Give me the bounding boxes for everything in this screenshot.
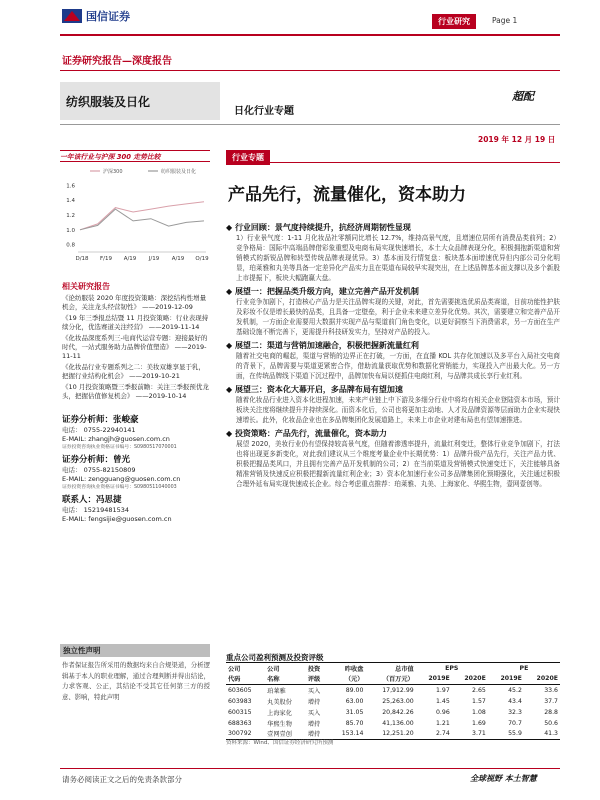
series-line	[80, 209, 204, 230]
topic-title: 日化行业专题	[234, 106, 294, 117]
table-cell: 89.00	[345, 686, 364, 694]
legend-label: 沪深300	[103, 169, 123, 175]
y-tick-label: 1.2	[66, 213, 75, 219]
table-cell: 1.57	[472, 697, 486, 705]
table-header-cell: 2020E	[464, 675, 486, 683]
analyst-phone: 电话： 0755-82150809	[62, 466, 136, 474]
table-cell: 买入	[307, 687, 321, 695]
analyst-cert: 证券投资咨询执业资格证书编号：S0980511040003	[62, 485, 177, 490]
point-body: 展望 2020，美妆行业仍有望保持较高景气度，但随着渗透率提升，流量红利变迁，整体行业竞争加剧下，打法也将出现更多新变化，对此我们建议从三个维度考量企业中长期优势：1）品牌升级产品先行，关注产品力优、积极把握品类风口，并且拥有完善产品开发机制的公司；2）在当前渠道及营销模式快速变迁下，关注能够具备精准营销及快速反应积极把握新流量红利企业；3）资本化加速行业公司多品牌集团化预期强化，关注通过积极合理外延布局实现快速成长企业。综合考虑重点推荐：珀莱雅、丸美、上海家化、华熙生物，壹网壹创等。	[236, 440, 560, 488]
section-tag-rule	[226, 162, 560, 163]
report-type-rule	[60, 70, 560, 71]
section-tag: 行业专题	[226, 150, 270, 165]
x-tick-label: A/19	[123, 256, 137, 262]
table-cell: 603605	[228, 686, 252, 694]
table-cell: 买入	[307, 709, 321, 717]
table-cell: 41.3	[544, 730, 558, 738]
point-body: 随着化妆品行业进入资本化进程加速，未来产业链上中下游及多细分行业中将均有相关企业登陆资本市场，预计板块关注度将继续提升并持续深化。而资本化后，公司也将更加主动地、人才及品牌资源等层面助力企业实现快速增长。此外，化妆品企业也在多品牌集团化发展道路上，未来上市企业对建布局也有望加速推进。	[236, 396, 560, 424]
table-header-cell: 昨收盘	[344, 665, 364, 673]
table-cell: 600315	[228, 708, 252, 716]
x-tick-label: A/19	[171, 256, 185, 262]
trend-chart	[60, 166, 210, 264]
table-header-cell: 2019E	[500, 675, 522, 683]
table-cell: 1.21	[435, 719, 450, 727]
legend-label: 纺织服装及日化	[161, 169, 197, 175]
table-cell: 37.7	[544, 697, 558, 705]
related-item[interactable]: 《论纺服装 2020 年度投资策略：深挖结构性增量机会，关注龙头经营韧性》 ——2019-12-09	[62, 294, 207, 311]
table-cell: 50.6	[544, 719, 558, 727]
analyst-name: 证券分析师：张峻豪	[62, 415, 139, 425]
headline: 产品先行，流量催化，资本助力	[228, 185, 466, 205]
analyst-email[interactable]: E-MAIL: zengguang@guosen.com.cn	[62, 475, 181, 483]
footer-rule	[60, 768, 560, 769]
table-header-row	[226, 674, 560, 685]
bullet-icon: ◆	[226, 223, 235, 232]
footer-right: 全球视野 本土智慧	[470, 774, 537, 783]
table-cell: 43.4	[508, 697, 522, 705]
disclaimer-header	[60, 644, 210, 657]
table-cell: 2.74	[435, 730, 450, 738]
table-cell: 增持	[307, 698, 321, 706]
table-cell: 0.96	[435, 708, 450, 716]
point-block	[226, 428, 560, 489]
table-row	[226, 707, 560, 718]
analyst-block	[62, 414, 212, 524]
related-title: 相关研究报告	[62, 282, 110, 291]
table-cell: 33.6	[544, 686, 558, 694]
table-cell: 上海家化	[267, 709, 292, 717]
contact-phone: 电话： 15219481534	[62, 506, 130, 514]
table-header-cell: 代码	[228, 676, 241, 684]
table-cell: 3.71	[472, 730, 486, 738]
related-item[interactable]: 《10 月投资策略暨三季报前瞻：关注三季报预优龙头，把握估值修复机会》 ——2019-10-14	[62, 383, 209, 400]
table-cell: 603983	[228, 697, 252, 705]
contact-email[interactable]: E-MAIL: fengsijie@guosen.com.cn	[62, 515, 172, 523]
related-item[interactable]: 《化妆品深度系列三-电商代运营专题：迎接最好的时代，一站式服务助力品牌价值塑造》 ——2019-11-11	[62, 334, 208, 360]
table-cell: 41,136.00	[382, 719, 414, 727]
bullet-icon: ◆	[226, 287, 235, 296]
table-cell: 壹网壹创	[267, 731, 292, 739]
contact-name: 联系人：冯思捷	[62, 495, 122, 505]
table-cell: 28.8	[544, 708, 558, 716]
sector-title: 纺织服装及日化	[66, 95, 151, 109]
bullet-icon: ◆	[226, 429, 235, 438]
table-header-cell: 2020E	[536, 675, 558, 683]
x-tick-label: D/18	[75, 256, 89, 262]
table-cell: 2.65	[472, 686, 486, 694]
y-tick-label: 0.8	[66, 242, 75, 249]
point-block	[226, 384, 560, 425]
chart-title-bar	[60, 150, 210, 162]
table-source: 资料来源：Wind、国信证券经济研究所预测	[226, 740, 334, 746]
table-cell: 华熙生物	[267, 720, 292, 728]
table-title: 重点公司盈利预测及投资评级	[226, 653, 324, 662]
table-header-cell: 投资	[307, 665, 321, 673]
table-cell: 688363	[228, 719, 252, 727]
table-cell: 1.69	[472, 719, 486, 727]
table-header-cell: PE	[519, 664, 529, 672]
bullet-icon: ◆	[226, 385, 235, 394]
table-header-cell: 总市值	[395, 665, 414, 673]
table-cell: 70.7	[508, 719, 522, 727]
footer-left: 请务必阅读正文之后的免责条款部分	[62, 775, 182, 784]
point-block	[226, 340, 560, 381]
x-tick-label: J/19	[148, 256, 160, 262]
table-row	[226, 696, 560, 707]
report-date: 2019 年 12 月 19 日	[478, 135, 556, 144]
header-tab: 行业研究	[432, 14, 476, 29]
page-number: Page 1	[492, 16, 518, 25]
table-cell: 珀莱雅	[267, 687, 286, 695]
point-body: 行业竞争加剧下，打造核心产品力是关注品牌实现的关键，对此，首先需要挑选优质品类赛道，目前功能性护肤及彩妆不仅是增长最快的品类，且具备一定壁垒，利于企业未来建立差异化优势。其次，需要建立和完善产品开发机制，一方面企业需要用大数据并实现产品与渠道前门角色变化，以更好洞察当下消费需求，另一方面在生产基础设施不断完善下，更需提升科技研发实力，坚持对产品的投入。	[236, 298, 560, 336]
table-row	[226, 718, 560, 729]
table-cell: 300792	[228, 730, 252, 738]
related-item[interactable]: 《19 年三季报总结暨 11 月投资策略：行业表现持续分化，优选赛道关注经营》 ——2019-11-14	[62, 314, 209, 331]
table-header-cell: 公司	[228, 665, 241, 673]
disclaimer-text: 作者保证报告所采用的数据均来自合规渠道，分析逻辑基于本人的职业理解，通过合理判断并得出结论，力求客观、公正，其结论不受其它任何第三方的授意、影响，特此声明	[62, 661, 210, 701]
table-cell: 31.05	[345, 708, 364, 716]
sector-rule	[60, 124, 560, 125]
x-tick-label: F/19	[99, 256, 113, 262]
table-cell: 20,842.26	[382, 708, 414, 716]
point-heading: ◆ 展望二：渠道与营销加速融合，积极把握新流量红利	[226, 341, 419, 350]
table-header-cell: （百万元）	[382, 676, 414, 684]
table-cell: 17,912.99	[382, 686, 414, 694]
point-heading: ◆ 展望一：把握品类升级方向，建立完善产品开发机制	[226, 287, 419, 296]
table-cell: 增持	[307, 720, 321, 728]
table-header-cell: 2019E	[428, 675, 450, 683]
table-cell: 45.2	[508, 686, 522, 694]
point-body: 随着社交电商的崛起，渠道与营销的边界正在打破，一方面，在直播 KOL 共存化加速以及多平台入局社交电商的背景下，品牌需要与渠道更紧密合作，借助流量获取优势和数据化营销能力，实现投入产出最大化。另一方面，在传统品牌线下渠道下沉过程中，品牌加快布局以便抓住电商红利，与品牌共成长享行业红利。	[236, 352, 560, 380]
disclaimer-title: 独立性声明	[63, 646, 101, 655]
related-item[interactable]: 《化妆品行业专题系列之二：美妆双雄享显于乳，把握行业结构化机会》 ——2019-10-21	[62, 363, 205, 380]
points-container	[226, 222, 560, 489]
table-cell: 1.97	[435, 686, 450, 694]
analyst-cert: 证券投资咨询执业资格证书编号：S0980517070001	[62, 445, 177, 450]
point-body: 1）行业景气度：1-11 月化妆品社零额同比增长 12.7%，维持高景气度，且增速位居所有消费品类前列；2）竞争格局：国际中高端品牌借彩象重塑及电商布局实现快速增长，本土大众品牌表现分化，积极拥抱新渠道和营销模式的新锐品牌和转型传统品牌表现优异。3）基本面及行情复盘：板块基本面增速优异但内部公司分化明显，珀莱雅和丸美等具备一定差异化产品实力且在渠道布局较早实现突出，在上述品牌基本面支撑以及多个新股上市提振下，板块大幅跑赢大盘。	[236, 234, 560, 282]
table-header-row	[226, 663, 560, 674]
header-rule	[60, 34, 560, 36]
y-tick-label: 1.0	[66, 227, 75, 234]
logo	[62, 8, 130, 24]
table-cell: 32.3	[508, 708, 522, 716]
table-cell: 85.70	[345, 719, 364, 727]
table-cell: 63.00	[345, 697, 364, 705]
analyst-name: 证券分析师：曾光	[62, 455, 131, 465]
table-header-cell: 名称	[267, 676, 280, 684]
point-block	[226, 222, 560, 283]
table-header-cell: 评级	[307, 676, 321, 684]
table-cell: 1.45	[435, 697, 450, 705]
table-cell: 丸美股份	[267, 698, 292, 706]
analyst-phone: 电话： 0755-22940141	[62, 426, 136, 434]
analyst-email[interactable]: E-MAIL: zhangjh@guosen.com.cn	[62, 435, 170, 443]
logo-text: 国信证券	[86, 10, 130, 23]
table-header-cell: EPS	[445, 664, 459, 672]
forecast-table	[226, 662, 560, 740]
series-line	[80, 202, 204, 230]
table-cell: 153.14	[341, 730, 364, 738]
point-heading: ◆ 行业回顾：景气度持续提升，抗经济周期韧性显现	[226, 223, 411, 232]
rating: 超配	[512, 90, 534, 103]
point-heading: ◆ 展望三：资本化大幕开启，多品牌布局有望加速	[226, 385, 403, 394]
y-tick-label: 1.4	[66, 198, 75, 205]
table-cell: 增持	[307, 731, 321, 739]
logo-icon	[62, 9, 82, 23]
table-cell: 55.9	[508, 730, 522, 738]
table-cell: 1.08	[472, 708, 486, 716]
table-cell: 12,251.20	[382, 730, 414, 738]
table-header-cell: 公司	[267, 665, 280, 673]
y-tick-label: 1.6	[66, 183, 75, 190]
table-cell: 25,263.00	[382, 697, 414, 705]
chart-title: 一年该行业与沪深 300 走势比较	[60, 153, 161, 161]
table-header-cell: （元）	[344, 676, 364, 684]
x-tick-label: O/19	[195, 256, 209, 262]
bullet-icon: ◆	[226, 341, 235, 350]
point-heading: ◆ 投资策略：产品先行，流量催化，资本助力	[226, 429, 387, 438]
table-row	[226, 685, 560, 696]
report-type: 证券研究报告—深度报告	[62, 56, 172, 67]
related-list	[62, 294, 210, 401]
point-block	[226, 286, 560, 337]
